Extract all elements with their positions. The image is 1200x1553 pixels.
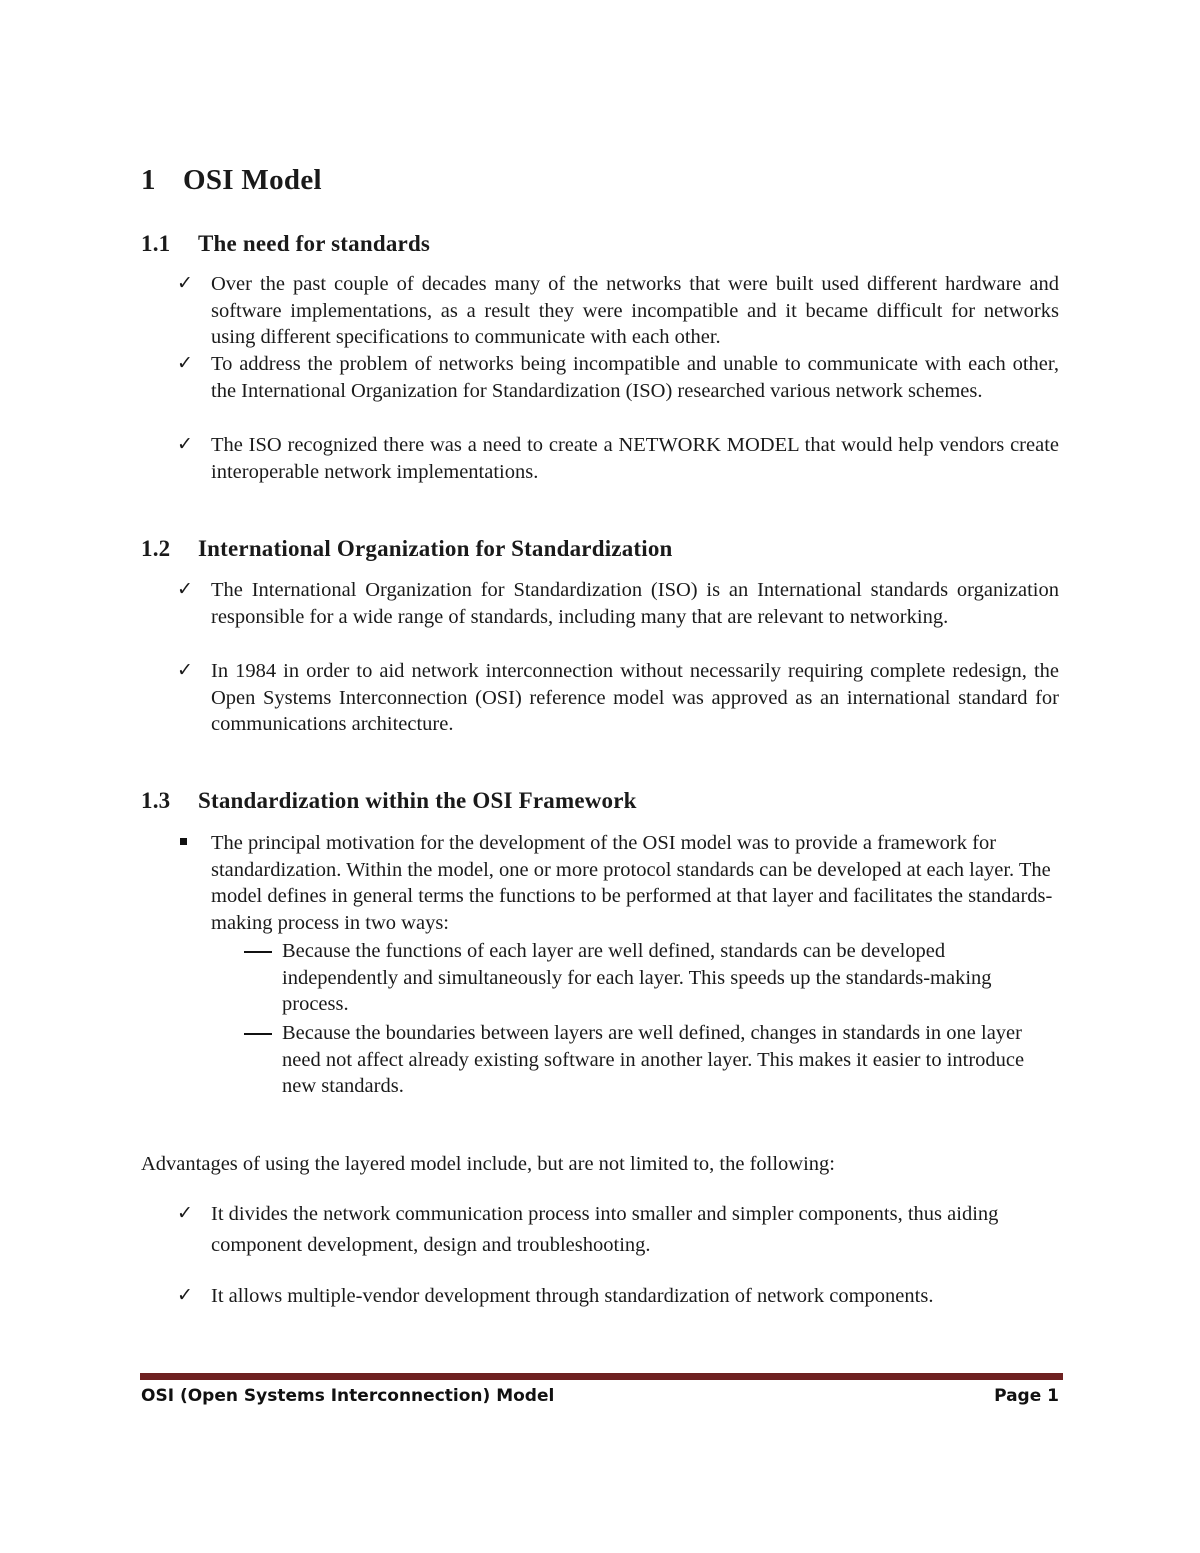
check-icon: ✓ <box>177 1285 193 1306</box>
page-number: Page 1 <box>994 1386 1059 1406</box>
page-title <box>141 164 322 197</box>
section-number: 1.2 <box>141 536 171 561</box>
list-item: It allows multiple-vendor development through standardization of network components. <box>211 1285 934 1307</box>
footer-rule <box>140 1373 1063 1380</box>
sub-list-item: Because the functions of each layer are well defined, standards can be developed independently and simultaneously for each layer. This speeds up the standards-making process. <box>282 940 992 1016</box>
check-icon: ✓ <box>177 273 193 294</box>
heading-number: 1 <box>141 164 156 196</box>
section-title: International Organization for Standardization <box>198 536 673 561</box>
dash-bullet-icon <box>244 951 272 953</box>
check-icon: ✓ <box>177 579 193 600</box>
square-bullet-icon <box>180 838 187 845</box>
section-number: 1.3 <box>141 788 171 813</box>
section-heading-1-2 <box>141 536 673 562</box>
check-icon: ✓ <box>177 434 193 455</box>
check-icon: ✓ <box>177 353 193 374</box>
heading-title: OSI Model <box>183 164 322 196</box>
list-item: The International Organization for Standardization (ISO) is an International standards organization responsible for a wide range of standards, including many that are relevant to networking. <box>211 579 1059 628</box>
section-title: The need for standards <box>198 231 431 256</box>
sub-list-item: Because the boundaries between layers are well defined, changes in standards in one layer need not affect already existing software in another layer. This makes it easier to introduce new standards. <box>282 1022 1025 1098</box>
footer-title: OSI (Open Systems Interconnection) Model <box>141 1386 555 1406</box>
section-heading-1-1 <box>141 231 430 257</box>
dash-bullet-icon <box>244 1033 272 1035</box>
list-item: The principal motivation for the development of the OSI model was to provide a framework for standardization. Within the model, one or more protocol standards can be developed at each layer. The model defines in general terms the functions to be performed at that layer and facilitates the standards-making process in two ways: <box>211 832 1053 935</box>
list-item: To address the problem of networks being incompatible and unable to communicate with each other, the International Organization for Standardization (ISO) researched various network schemes. <box>211 353 1059 402</box>
section-title: Standardization within the OSI Framework <box>198 788 637 813</box>
check-icon: ✓ <box>177 1203 193 1224</box>
list-item: In 1984 in order to aid network interconnection without necessarily requiring complete redesign, the Open Systems Interconnection (OSI) reference model was approved as an international standard for communications architecture. <box>211 660 1059 736</box>
list-item: It divides the network communication process into smaller and simpler components, thus aiding component development, design and troubleshooting. <box>211 1203 999 1256</box>
list-item: Over the past couple of decades many of the networks that were built used different hardware and software implementations, as a result they were incompatible and it became difficult for networks using different specifications to communicate with each other. <box>211 273 1059 349</box>
section-number: 1.1 <box>141 231 171 256</box>
section-heading-1-3 <box>141 788 637 814</box>
list-item: The ISO recognized there was a need to create a NETWORK MODEL that would help vendors create interoperable network implementations. <box>211 434 1059 483</box>
check-icon: ✓ <box>177 660 193 681</box>
advantages-intro: Advantages of using the layered model include, but are not limited to, the following: <box>141 1153 835 1175</box>
